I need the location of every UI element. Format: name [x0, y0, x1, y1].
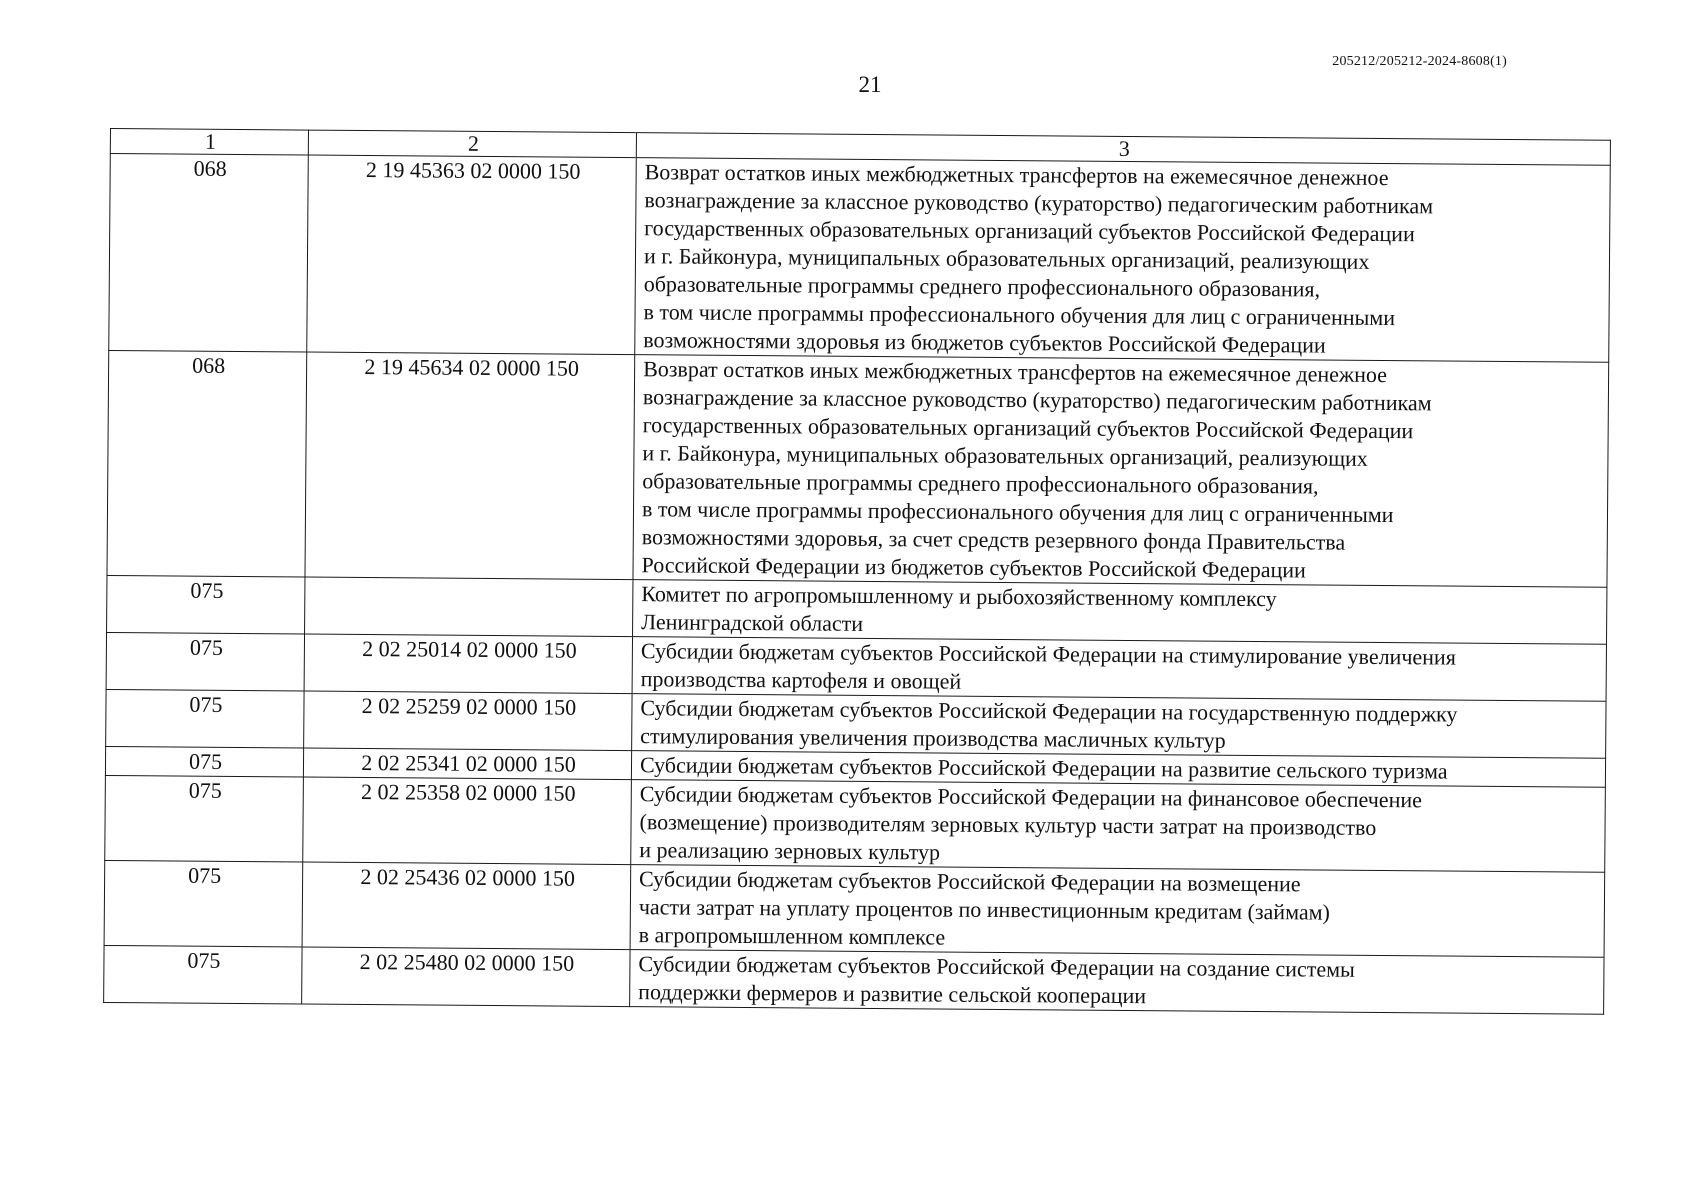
admin-code-cell: 075: [106, 689, 304, 748]
description-cell: [630, 950, 1604, 1015]
description-line: и реализацию зерновых культур: [639, 837, 941, 865]
budget-code-cell: 2 02 25014 02 0000 150: [304, 634, 632, 694]
description-line: Комитет по агропромышленному и рыбохозяйственному комплексу: [641, 581, 1277, 612]
description-line: Российской Федерации из бюджетов субъектов Российской Федерации: [641, 552, 1306, 583]
table-row: [109, 154, 1611, 363]
budget-code-cell: 2 02 25341 02 0000 150: [303, 748, 631, 780]
admin-code-cell: 075: [105, 746, 303, 777]
description-line: вознаграждение за классное руководство (кураторство) педагогическим работникам: [644, 187, 1434, 219]
description-cell: [632, 637, 1606, 702]
admin-code-cell: 068: [109, 154, 309, 353]
admin-code-cell: 075: [104, 945, 302, 1004]
table-row: [104, 860, 1605, 957]
column-header-1: 1: [110, 129, 308, 156]
budget-code-cell: 2 19 45634 02 0000 150: [305, 352, 635, 580]
description-line: стимулирования увеличения производства масличных культур: [640, 723, 1226, 753]
budget-code-cell: 2 02 25436 02 0000 150: [302, 862, 631, 950]
budget-table-container: [103, 128, 1610, 1015]
description-line: Субсидии бюджетам субъектов Российской Федерации на возмещение: [639, 866, 1301, 897]
description-line: (возмещение) производителям зерновых культур части затрат на производство: [639, 809, 1377, 840]
description-line: образовательные программы среднего профессионального образования,: [643, 271, 1321, 302]
budget-code-cell: 2 02 25358 02 0000 150: [303, 777, 632, 865]
description-line: государственных образовательных организаций субъектов Российской Федерации: [642, 412, 1414, 444]
admin-code-cell: 075: [105, 775, 304, 862]
description-cell: [632, 694, 1606, 759]
description-line: и г. Байконура, муниципальных образовательных организаций, реализующих: [642, 440, 1368, 471]
description-line: возможностями здоровья из бюджетов субъектов Российской Федерации: [643, 327, 1326, 358]
table-body: [104, 154, 1611, 1015]
table-row: [104, 945, 1604, 1014]
description-line: государственных образовательных организаций субъектов Российской Федерации: [644, 215, 1415, 247]
description-line: Субсидии бюджетам субъектов Российской Федерации на развитие сельского туризма: [639, 752, 1448, 784]
description-line: в том числе программы профессионального обучения для лиц с ограниченными: [641, 496, 1394, 528]
description-line: и г. Байконура, муниципальных образовательных организаций, реализующих: [643, 243, 1370, 274]
description-line: Субсидии бюджетам субъектов Российской Федерации на государственную поддержку: [640, 695, 1458, 727]
description-line: производства картофеля и овощей: [640, 666, 962, 694]
description-line: в том числе программы профессионального обучения для лиц с ограниченными: [643, 299, 1396, 331]
description-line: Ленинградской области: [641, 609, 864, 636]
description-cell: [633, 580, 1607, 645]
budget-code-cell: 2 19 45363 02 0000 150: [307, 155, 637, 355]
admin-code-cell: 075: [107, 575, 305, 634]
description-cell: [633, 355, 1609, 588]
description-line: Возврат остатков иных межбюджетных трансфертов на ежемесячное денежное: [643, 356, 1388, 388]
table-row: [105, 775, 1606, 872]
budget-code-cell: [305, 577, 633, 637]
description-line: поддержки фермеров и развитие сельской кооперации: [638, 979, 1147, 1009]
column-header-2: 2: [308, 130, 636, 158]
description-cell: [631, 780, 1606, 873]
budget-code-cell: 2 02 25480 02 0000 150: [302, 947, 630, 1007]
document-id: 205212/205212-2024-8608(1): [1332, 54, 1507, 69]
description-line: Субсидии бюджетам субъектов Российской Федерации на создание системы: [638, 951, 1355, 982]
description-cell: [630, 865, 1605, 958]
budget-classification-table: [103, 128, 1611, 1015]
table-row: [107, 350, 1609, 587]
description-line: вознаграждение за классное руководство (кураторство) педагогическим работникам: [642, 384, 1432, 416]
admin-code-cell: 068: [107, 350, 307, 577]
description-line: части затрат на уплату процентов по инвестиционным кредитам (займам): [638, 894, 1331, 925]
page-number: 21: [858, 72, 882, 97]
column-header-3: 3: [636, 133, 1610, 166]
description-line: возможностями здоровья, за счет средств резервного фонда Правительства: [641, 524, 1346, 555]
admin-code-cell: 075: [104, 860, 303, 947]
admin-code-cell: 075: [106, 632, 304, 691]
description-line: Субсидии бюджетам субъектов Российской Федерации на стимулирование увеличения: [640, 638, 1456, 670]
description-line: в агропромышленном комплексе: [638, 922, 946, 950]
budget-code-cell: 2 02 25259 02 0000 150: [304, 691, 632, 751]
description-line: Возврат остатков иных межбюджетных трансфертов на ежемесячное денежное: [644, 159, 1389, 191]
description-line: образовательные программы среднего профессионального образования,: [642, 468, 1319, 499]
description-line: Субсидии бюджетам субъектов Российской Федерации на финансовое обеспечение: [639, 781, 1423, 813]
description-cell: [635, 158, 1611, 363]
